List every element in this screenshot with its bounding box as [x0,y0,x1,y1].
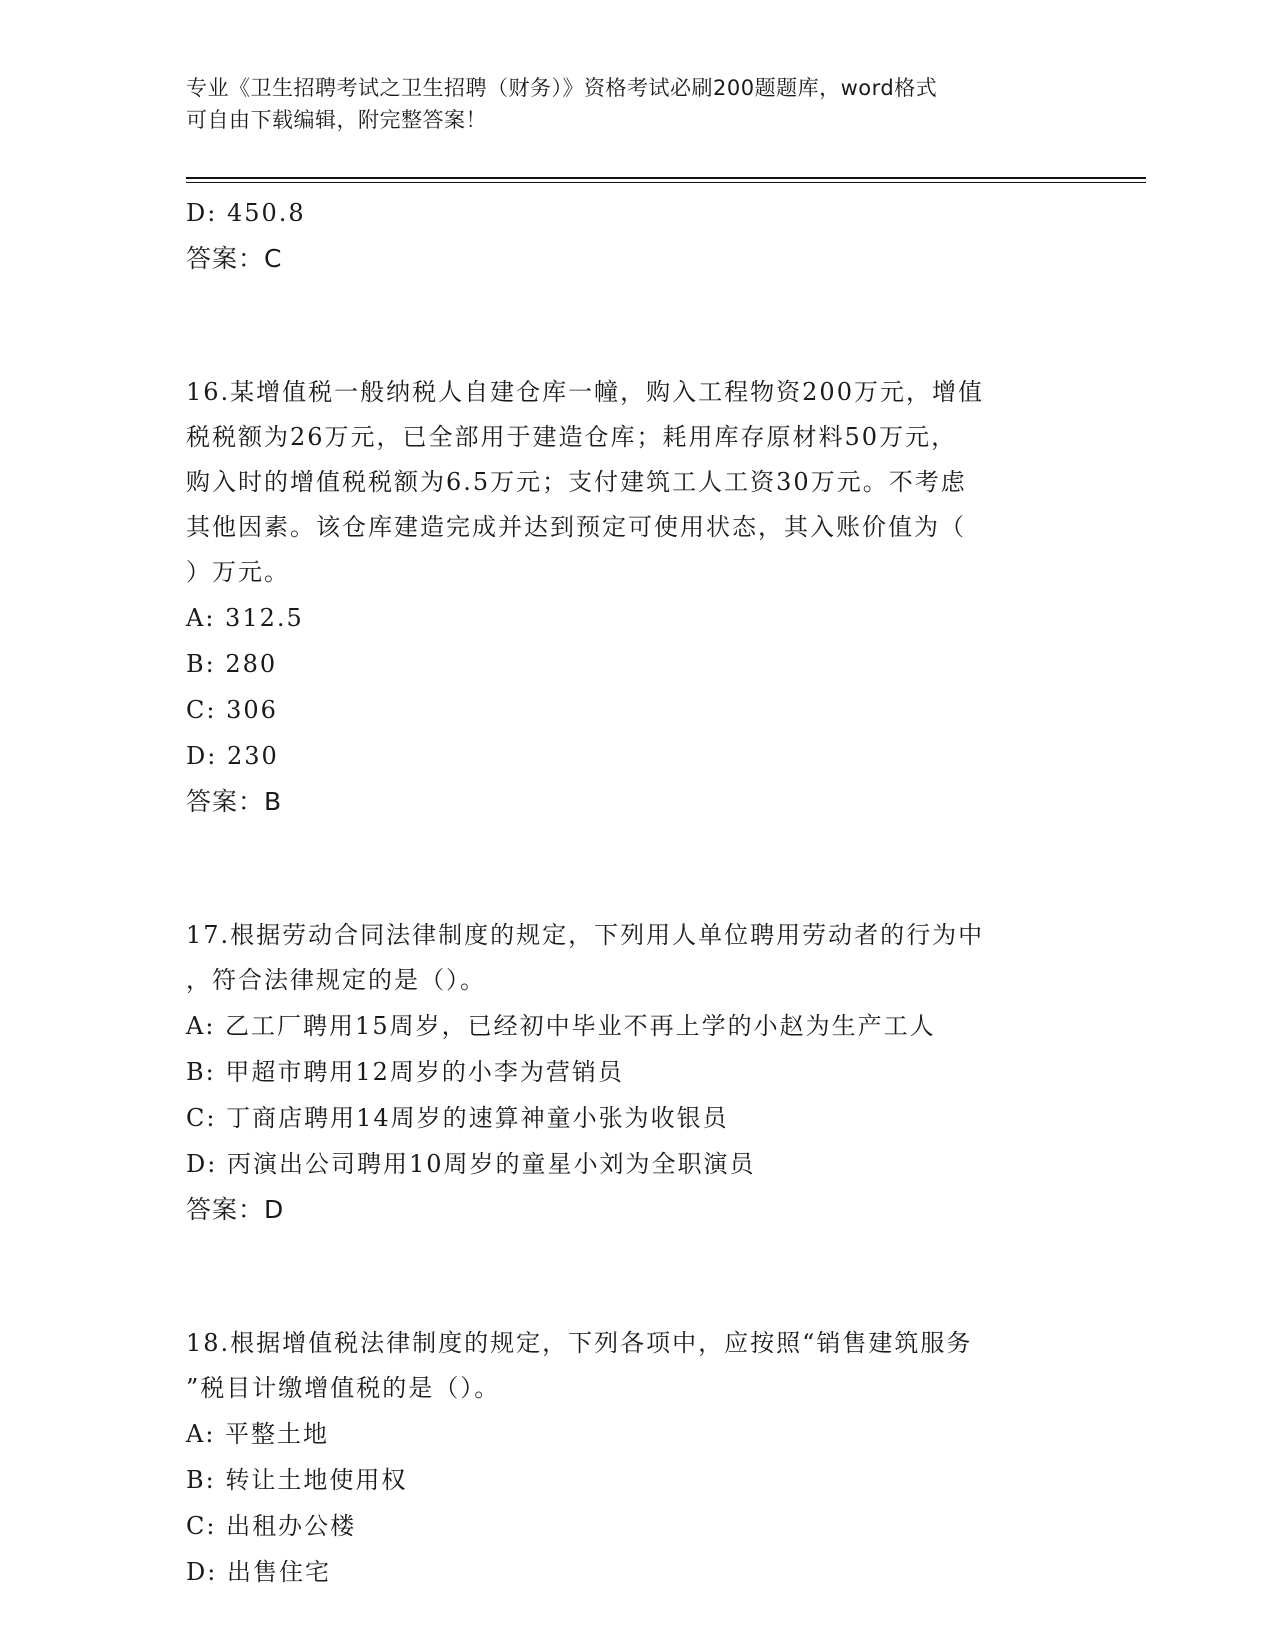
question-text: ”税目计缴增值税的是（）。 [186,1374,501,1402]
question-text: 购入时的增值税税额为6.5万元；支付建筑工人工资30万元。不考虑 [186,468,967,496]
option-a: A: 乙工厂聘用15周岁，已经初中毕业不再上学的小赵为生产工人 [186,1012,936,1040]
question-text: 16.某增值税一般纳税人自建仓库一幢，购入工程物资200万元，增值 [186,378,984,406]
question-text: 其他因素。该仓库建造完成并达到预定可使用状态，其入账价值为（ [186,513,966,541]
spacer [186,825,1086,913]
option-a: A: 312.5 [186,604,304,632]
question-16 [186,370,1086,825]
spacer [186,282,1086,370]
answer: 答案：B [186,787,283,816]
question-17 [186,913,1086,1233]
option-b: B: 转让土地使用权 [186,1466,408,1494]
option-b: B: 280 [186,650,278,678]
document-body [186,190,1086,1595]
option-c: C: 丁商店聘用14周岁的速算神童小张为收银员 [186,1104,729,1132]
header-divider-thick [186,177,1146,179]
question-text: 18.根据增值税法律制度的规定，下列各项中，应按照“销售建筑服务 [186,1329,973,1357]
header-title-line-2: 可自由下载编辑，附完整答案！ [186,108,487,132]
option-d: D: 230 [186,742,279,770]
question-18 [186,1321,1086,1595]
page-header [186,72,1066,136]
spacer [186,1233,1086,1321]
option-d: D: 出售住宅 [186,1558,331,1586]
question-text: 税税额为26万元，已全部用于建造仓库；耗用库存原材料50万元， [186,423,958,451]
question-text: ）万元。 [186,558,290,586]
option-b: B: 甲超市聘用12周岁的小李为营销员 [186,1058,624,1086]
option-d: D: 丙演出公司聘用10周岁的童星小刘为全职演员 [186,1150,756,1178]
option-c: C: 出租办公楼 [186,1512,357,1540]
option-a: A: 平整土地 [186,1420,330,1448]
answer: 答案：C [186,244,283,273]
header-divider-thin [186,182,1146,183]
question-text: ，符合法律规定的是（）。 [186,966,486,994]
header-title-line-1: 专业《卫生招聘考试之卫生招聘（财务）》资格考试必刷200题题库，word格式 [186,76,938,100]
option-c: C: 306 [186,696,278,724]
answer: 答案：D [186,1195,285,1224]
option-d: D: 450.8 [186,199,306,227]
question-text: 17.根据劳动合同法律制度的规定，下列用人单位聘用劳动者的行为中 [186,921,985,949]
